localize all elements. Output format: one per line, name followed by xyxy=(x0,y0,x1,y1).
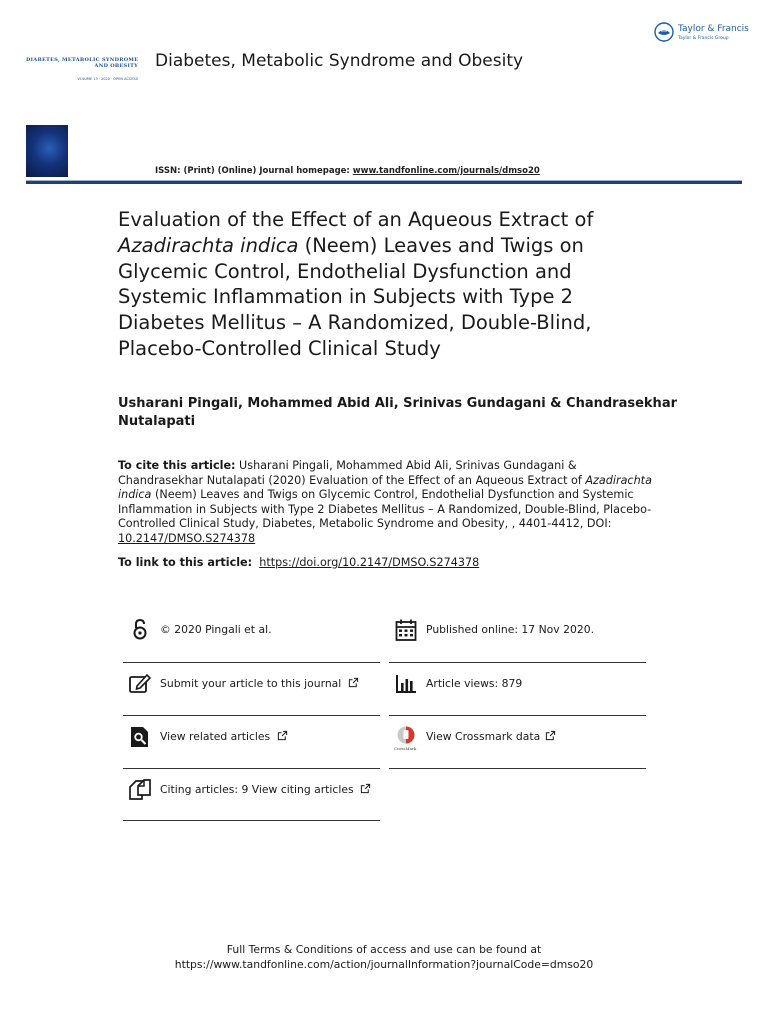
journal-logo-line1: DIABETES, METABOLIC SYNDROME xyxy=(26,57,139,63)
journal-cover-image xyxy=(26,125,68,177)
divider xyxy=(123,820,380,821)
taylor-francis-logo-icon xyxy=(654,22,674,42)
authors-line-1: Usharani Pingali, Mohammed Abid Ali, Srinivas Gundagani & Chandrasekhar xyxy=(118,396,677,411)
crossmark-link[interactable] xyxy=(426,730,556,743)
journal-title: Diabetes, Metabolic Syndrome and Obesity xyxy=(155,51,524,71)
issn-line xyxy=(155,166,540,176)
bar-chart-icon xyxy=(394,672,418,696)
citing-articles-item[interactable] xyxy=(124,778,380,808)
footer-terms-link[interactable]: https://www.tandfonline.com/action/journalInformation?journalCode=dmso20 xyxy=(174,958,594,971)
article-url-link[interactable]: https://doi.org/10.2147/DMSO.S274378 xyxy=(259,556,480,569)
published-text: Published online: 17 Nov 2020. xyxy=(426,623,595,636)
cite-text-1: Usharani Pingali, Mohammed Abid Ali, Srinivas Gundagani & Chandrasekhar Nutalapati (2020) Evaluation of the Effect of an Aqueous Extract of xyxy=(118,459,586,487)
related-articles-item[interactable] xyxy=(124,725,380,755)
divider xyxy=(389,715,646,716)
title-line-5: Diabetes Mellitus – A Randomized, Double-Blind, xyxy=(118,311,592,335)
doi-link[interactable]: 10.2147/DMSO.S274378 xyxy=(118,531,256,545)
divider xyxy=(389,662,646,663)
footer xyxy=(0,942,768,972)
published-item xyxy=(390,618,646,648)
divider xyxy=(389,768,646,769)
crossmark-text: View Crossmark data xyxy=(426,730,541,743)
authors-line-2: Nutalapati xyxy=(118,414,196,429)
title-line-1: Evaluation of the Effect of an Aqueous Extract of xyxy=(118,208,594,231)
journal-logo-line2: AND OBESITY xyxy=(94,63,138,69)
crossmark-logo-text: CrossMark xyxy=(394,746,417,751)
submit-article-text: Submit your article to this journal xyxy=(160,677,342,690)
external-link-icon xyxy=(360,783,371,794)
journal-logo xyxy=(26,57,138,81)
related-articles-link[interactable] xyxy=(160,730,288,743)
title-line-4: Systemic Inflammation in Subjects with Type 2 xyxy=(118,285,574,309)
citing-articles-icon xyxy=(128,778,152,802)
related-articles-text: View related articles xyxy=(160,730,271,743)
title-line-6: Placebo-Controlled Clinical Study xyxy=(118,336,441,360)
related-search-icon xyxy=(128,725,152,749)
footer-line-1: Full Terms & Conditions of access and use can be found at xyxy=(226,943,542,956)
article-link-line xyxy=(118,556,479,569)
title-line-2 xyxy=(118,233,678,259)
article-title xyxy=(118,207,678,362)
crossmark-item[interactable] xyxy=(390,725,646,755)
cite-text-2: (Neem) Leaves and Twigs on Glycemic Control, Endothelial Dysfunction and Systemic Inflammation in Subjects with Type 2 Diabetes Mellitus – A Randomized, Double-Blind, Placebo-Controlled Clinical Study, Diabetes, Metabolic Syndrome and Obesity, , 4401-4412, DOI: xyxy=(118,488,652,531)
issn-text: ISSN: (Print) (Online) Journal homepage: xyxy=(155,166,353,176)
title-species: Azadirachta indica xyxy=(118,233,299,257)
article-views-text: Article views: 879 xyxy=(426,677,523,690)
edit-icon xyxy=(128,672,152,696)
citation-block xyxy=(118,459,658,547)
title-line-3: Glycemic Control, Endothelial Dysfunction and xyxy=(118,259,572,283)
submit-article-item[interactable] xyxy=(124,672,380,702)
cite-label: To cite this article: xyxy=(118,459,236,472)
publisher-group: Taylor & Francis Group xyxy=(678,36,729,41)
external-link-icon xyxy=(348,677,359,688)
title-line-2-rest: (Neem) Leaves and Twigs on xyxy=(298,233,584,257)
link-label: To link to this article: xyxy=(118,556,253,569)
external-link-icon xyxy=(277,730,288,741)
citing-articles-text: Citing articles: 9 View citing articles xyxy=(160,783,354,796)
divider xyxy=(123,715,380,716)
external-link-icon xyxy=(545,730,556,741)
divider xyxy=(123,662,380,663)
cite-species: Azadirachta indica xyxy=(118,473,652,502)
copyright-item xyxy=(124,618,380,648)
journal-logo-line3: VOLUME 13 · 2020 · OPEN ACCESS xyxy=(77,77,138,81)
open-access-icon xyxy=(128,618,152,642)
copyright-text: © 2020 Pingali et al. xyxy=(160,623,272,636)
submit-article-link[interactable] xyxy=(160,677,359,690)
article-views-item xyxy=(390,672,646,702)
divider xyxy=(123,768,380,769)
citing-articles-link[interactable] xyxy=(160,783,371,796)
article-authors xyxy=(118,395,678,431)
calendar-icon xyxy=(394,618,418,642)
journal-homepage-link[interactable]: www.tandfonline.com/journals/dmso20 xyxy=(352,166,540,176)
publisher-logo xyxy=(654,22,750,48)
publisher-name: Taylor & Francis xyxy=(678,24,749,34)
header-rule xyxy=(26,181,742,184)
